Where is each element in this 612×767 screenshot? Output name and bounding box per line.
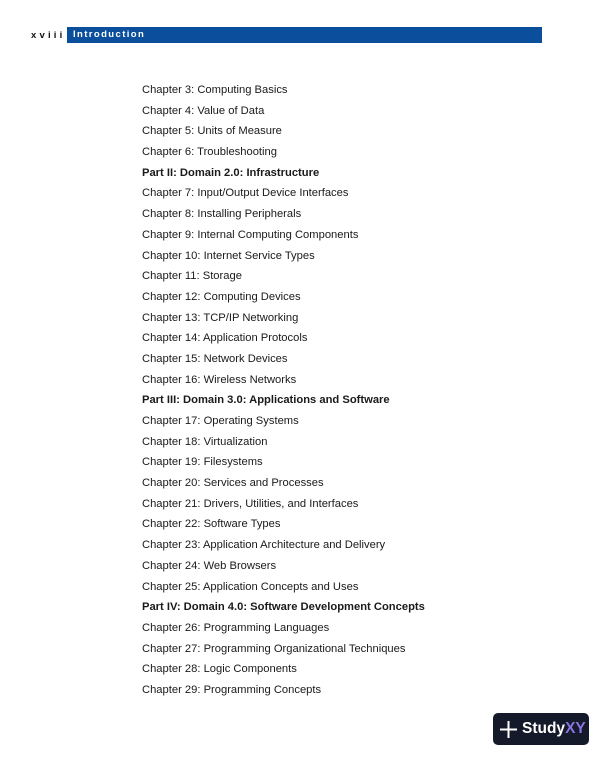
watermark-brand [522, 713, 586, 745]
toc-chapter-entry: Chapter 27: Programming Organizational Techniques [142, 642, 406, 655]
toc-chapter-entry: Chapter 17: Operating Systems [142, 415, 299, 427]
toc-part-heading: Part III: Domain 3.0: Applications and Software [142, 394, 390, 407]
toc-chapter-entry: Chapter 9: Internal Computing Components [142, 228, 359, 241]
toc-chapter-entry: Chapter 22: Software Types [142, 518, 281, 531]
toc-chapter-entry: Chapter 20: Services and Processes [142, 477, 324, 490]
watermark-brand-xy: XY [565, 720, 586, 737]
table-of-contents [142, 80, 425, 701]
toc-chapter-entry: Chapter 19: Filesystems [142, 456, 263, 469]
toc-chapter-entry: Chapter 7: Input/Output Device Interfaces [142, 187, 349, 200]
toc-chapter-entry: Chapter 4: Value of Data [142, 104, 265, 117]
toc-chapter-entry: Chapter 6: Troubleshooting [142, 146, 277, 159]
toc-chapter-entry: Chapter 21: Drivers, Utilities, and Interfaces [142, 497, 359, 510]
toc-chapter-entry: Chapter 23: Application Architecture and Delivery [142, 539, 386, 552]
toc-chapter-entry: Chapter 29: Programming Concepts [142, 683, 322, 696]
toc-chapter-entry: Chapter 10: Internet Service Types [142, 249, 315, 262]
toc-chapter-entry: Chapter 16: Wireless Networks [142, 373, 297, 386]
toc-chapter-entry: Chapter 3: Computing Basics [142, 84, 288, 96]
toc-chapter-entry: Chapter 8: Installing Peripherals [142, 208, 302, 221]
toc-chapter-entry: Chapter 13: TCP/IP Networking [142, 311, 299, 324]
toc-chapter-entry: Chapter 12: Computing Devices [142, 290, 301, 303]
toc-chapter-entry: Chapter 26: Programming Languages [142, 621, 330, 634]
toc-chapter-entry: Chapter 15: Network Devices [142, 352, 288, 365]
toc-chapter-entry: Chapter 5: Units of Measure [142, 125, 282, 138]
watermark-brand-study: Study [522, 720, 566, 737]
toc-part-heading: Part II: Domain 2.0: Infrastructure [142, 166, 320, 179]
toc-chapter-entry: Chapter 14: Application Protocols [142, 332, 308, 345]
toc-chapter-entry: Chapter 28: Logic Components [142, 663, 297, 676]
toc-chapter-entry: Chapter 24: Web Browsers [142, 559, 277, 572]
running-header-bar [67, 27, 542, 43]
toc-part-heading: Part IV: Domain 4.0: Software Development Concepts [142, 601, 425, 614]
studyxy-watermark[interactable] [493, 713, 589, 745]
plus-icon [500, 721, 517, 738]
running-header-title: Introduction [73, 29, 146, 40]
toc-chapter-entry: Chapter 25: Application Concepts and Uses [142, 580, 359, 593]
toc-chapter-entry: Chapter 11: Storage [142, 270, 242, 283]
toc-chapter-entry: Chapter 18: Virtualization [142, 435, 268, 448]
page-number: xviii [31, 30, 66, 41]
